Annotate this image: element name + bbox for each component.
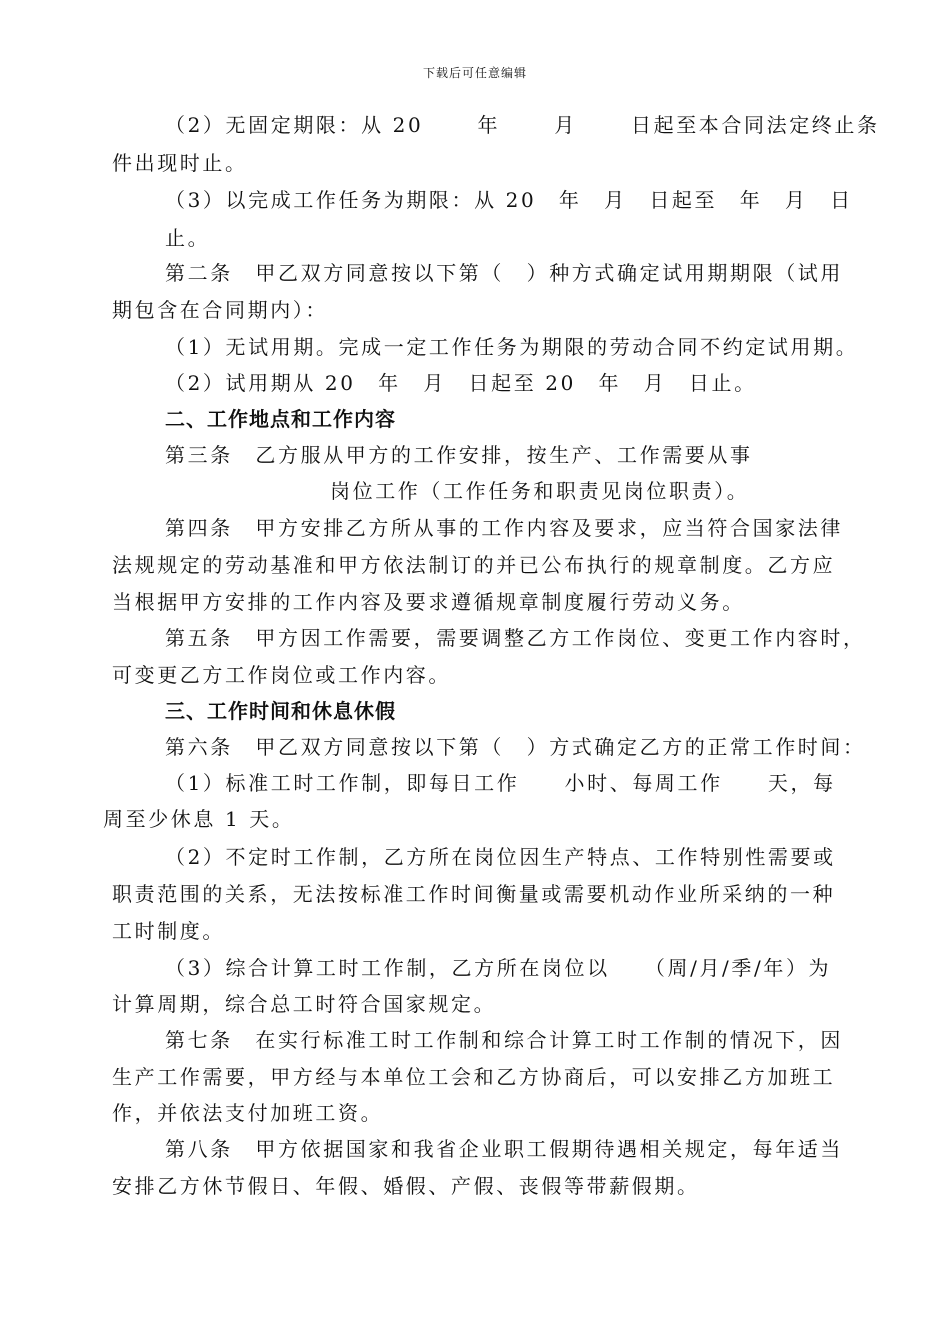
text-line: 安排乙方休节假日、年假、婚假、产假、丧假等带薪假期。 <box>112 1174 700 1198</box>
text-line: 作，并依法支付加班工资。 <box>112 1101 384 1125</box>
text-line: 可变更乙方工作岗位或工作内容。 <box>112 663 451 687</box>
text-line: 第六条 甲乙双方同意按以下第（ ）方式确定乙方的正常工作时间： <box>165 735 866 759</box>
text-line: 第七条 在实行标准工时工作制和综合计算工时工作制的情况下，因 <box>165 1028 843 1052</box>
text-line: （3）综合计算工时工作制，乙方所在岗位以 （周/月/季/年）为 <box>165 956 832 980</box>
section-heading: 二、工作地点和工作内容 <box>165 407 396 431</box>
text-line: 当根据甲方安排的工作内容及要求遵循规章制度履行劳动义务。 <box>112 590 745 614</box>
section-heading: 三、工作时间和休息休假 <box>165 699 396 723</box>
text-line: 岗位工作（工作任务和职责见岗位职责）。 <box>330 479 750 503</box>
text-line: 周至少休息 1 天。 <box>103 807 295 831</box>
text-line: 职责范围的关系，无法按标准工作时间衡量或需要机动作业所采纳的一种 <box>112 882 836 906</box>
text-line: （3）以完成工作任务为期限：从 20 年 月 日起至 年 月 日 <box>165 188 853 212</box>
text-line: 止。 <box>165 226 211 250</box>
text-line: 期包含在合同期内）： <box>112 298 328 322</box>
text-line: 生产工作需要，甲方经与本单位工会和乙方协商后，可以安排乙方加班工 <box>112 1065 836 1089</box>
text-line: 工时制度。 <box>112 919 225 943</box>
text-line: 第二条 甲乙双方同意按以下第（ ）种方式确定试用期期限（试用 <box>165 261 843 285</box>
text-line: 法规规定的劳动基准和甲方依法制订的并已公布执行的规章制度。乙方应 <box>112 553 836 577</box>
text-line: （1）无试用期。完成一定工作任务为期限的劳动合同不约定试用期。 <box>165 335 859 359</box>
text-line: 计算周期，综合总工时符合国家规定。 <box>112 992 497 1016</box>
page-header-note: 下载后可任意编辑 <box>422 66 527 80</box>
text-line: （2）无固定期限：从 20 年 月 日起至本合同法定终止条 <box>165 113 880 137</box>
text-line: 第三条 乙方服从甲方的工作安排，按生产、工作需要从事 <box>165 443 753 467</box>
text-line: （2）试用期从 20 年 月 日起至 20 年 月 日止。 <box>165 371 757 395</box>
text-line: 第四条 甲方安排乙方所从事的工作内容及要求，应当符合国家法律 <box>165 516 843 540</box>
text-line: 第五条 甲方因工作需要，需要调整乙方工作岗位、变更工作内容时， <box>165 626 866 650</box>
text-line: 件出现时止。 <box>112 151 248 175</box>
text-line: 第八条 甲方依据国家和我省企业职工假期待遇相关规定，每年适当 <box>165 1137 843 1161</box>
text-line: （1）标准工时工作制，即每日工作 小时、每周工作 天，每 <box>165 771 836 795</box>
text-line: （2）不定时工作制，乙方所在岗位因生产特点、工作特别性需要或 <box>165 845 836 869</box>
